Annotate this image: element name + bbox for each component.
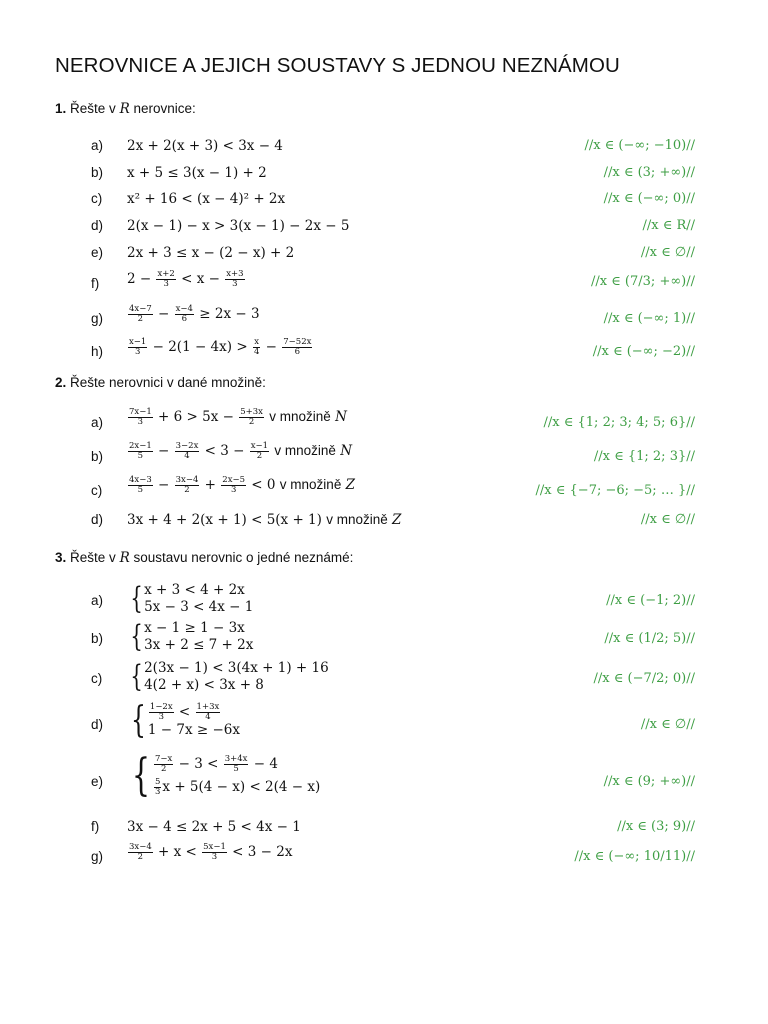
item-label: e) [91,774,104,789]
inequality: 2(x − 1) − x > 3(x − 1) − 2x − 5 [127,218,350,234]
section-2-heading [55,375,266,390]
answer: //x ∈ (3; 9)// [617,819,695,834]
section-text: nerovnice: [129,101,196,116]
inequality: $\frac{4x-7}{2}$ − $\frac{x-4}{6}$ ≥ 2x − 3 [129,304,260,324]
page-title: NEROVNICE A JEJICH SOUSTAVY S JEDNOU NEZNÁMOU [55,54,620,77]
answer: //x ∈ (−∞; −10)// [584,138,695,153]
item-label: e) [91,245,104,260]
item-label: a) [91,415,104,430]
answer: //x ∈ (3; +∞)// [603,165,695,180]
section-text: Řešte v [70,101,120,116]
item-label: d) [91,512,104,527]
inequality: 3x + 4 + 2(x + 1) < 5(x + 1) v množině Z [127,512,402,528]
item-label: b) [91,631,104,646]
inequality: 2x + 2(x + 3) < 3x − 4 [127,138,283,154]
answer: //x ∈ R// [642,218,695,233]
answer: //x ∈ (−7/2; 0)// [593,671,695,686]
answer: //x ∈ (7/3; +∞)// [590,274,695,289]
answer: //x ∈ {−7; −6; −5; … }// [535,483,695,498]
item-label: f) [91,819,100,834]
section-text: Řešte nerovnici v dané množině: [70,375,266,390]
inequality: x + 5 ≤ 3(x − 1) + 2 [127,165,267,181]
inequality: $\frac{4x-3}{5}$ − $\frac{3x-4}{2}$ + $\frac{2x-5}{3}$ < 0 v množině Z [129,475,356,495]
item-label: f) [91,276,100,291]
item-label: c) [91,483,103,498]
inequality: 2x + 3 ≤ x − (2 − x) + 2 [127,245,295,261]
answer: //x ∈ (−∞; 10/11)// [574,849,695,864]
section-number: 1. [55,101,67,116]
answer: //x ∈ ∅// [640,245,695,260]
inequality-system: {x + 3 < 4 + 2x 5x − 3 < 4x − 1 [130,580,254,616]
item-label: g) [91,849,104,864]
answer: //x ∈ (−∞; 1)// [603,311,695,326]
answer: //x ∈ {1; 2; 3}// [593,449,695,464]
inequality-system: { $\frac{1-2x}{3}$ < $\frac{1+3x}{4}$ 1 − 7x ≥ −6x [131,700,241,741]
inequality: 3x − 4 ≤ 2x + 5 < 4x − 1 [127,819,301,835]
section-text: Řešte v [70,550,120,565]
answer: //x ∈ (−∞; −2)// [592,344,695,359]
item-label: d) [91,218,104,233]
item-label: c) [91,191,103,206]
section-number: 2. [55,375,67,390]
answer: //x ∈ (−∞; 0)// [603,191,695,206]
inequality-system: { $\frac{7-x}{2}$ − 3 < $\frac{3+4x}{5}$ − 4 $\frac{5}{3}$ x + 5(4 − x) < 2(4 − x) [131,749,321,801]
item-label: a) [91,593,104,608]
item-label: g) [91,311,104,326]
inequality-system: {x − 1 ≥ 1 − 3x 3x + 2 ≤ 7 + 2x [130,618,254,654]
answer: //x ∈ (9; +∞)// [603,774,695,789]
inequality: $\frac{x-1}{3}$ − 2(1 − 4x) > $\frac{x}{4}$ − $\frac{7-52x}{6}$ [129,337,312,357]
set-symbol: R [119,550,130,566]
answer: //x ∈ ∅// [640,717,695,732]
section-text: soustavu nerovnic o jedné neznámé: [129,550,354,565]
item-label: a) [91,138,104,153]
inequality-system: {2(3x − 1) < 3(4x + 1) + 16 4(2 + x) < 3x + 8 [130,658,329,694]
item-label: h) [91,344,104,359]
inequality: $\frac{2x-1}{5}$ − $\frac{3-2x}{4}$ < 3 − $\frac{x-1}{2}$ v množině N [129,441,353,461]
inequality: 2 − $\frac{x+2}{3}$ < x − $\frac{x+3}{3}$ [127,269,244,289]
item-label: b) [91,165,104,180]
item-label: c) [91,671,103,686]
inequality: $\frac{3x-4}{2}$ + x < $\frac{5x-1}{3}$ < 3 − 2x [129,842,293,862]
section-1-heading [55,101,196,117]
item-label: d) [91,717,104,732]
inequality: x² + 16 < (x − 4)² + 2x [127,191,286,207]
inequality: $\frac{7x-1}{3}$ + 6 > 5x − $\frac{5+3x}{2}$ v množině N [129,407,347,427]
item-label: b) [91,449,104,464]
section-3-heading [55,550,353,566]
answer: //x ∈ (1/2; 5)// [604,631,695,646]
set-symbol: R [119,101,130,117]
answer: //x ∈ (−1; 2)// [606,593,695,608]
answer: //x ∈ ∅// [640,512,695,527]
answer: //x ∈ {1; 2; 3; 4; 5; 6}// [543,415,695,430]
section-number: 3. [55,550,67,565]
